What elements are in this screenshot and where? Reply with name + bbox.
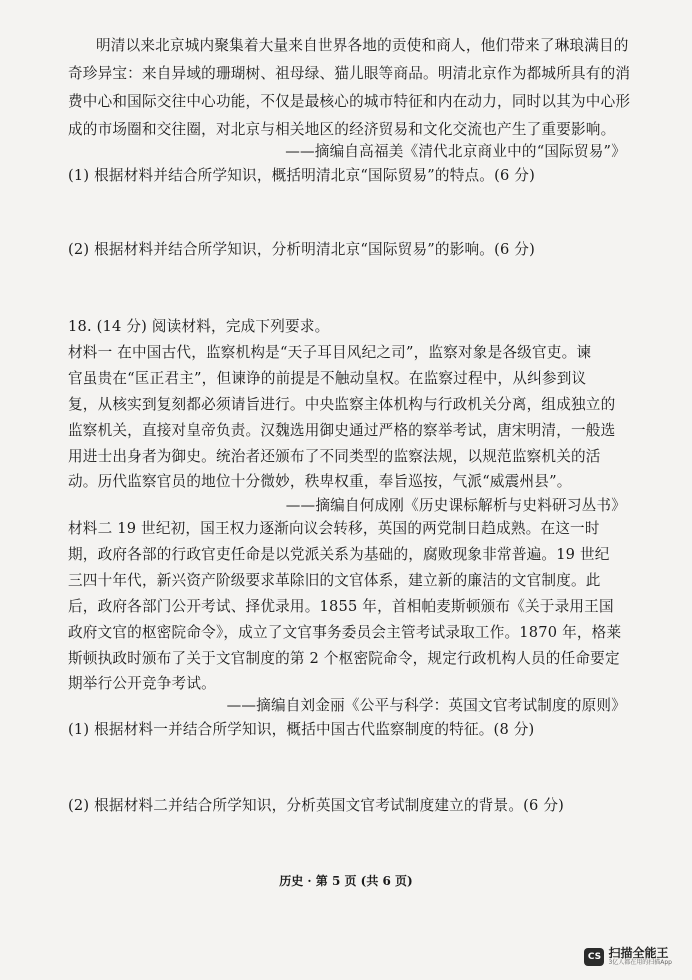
question-2: (2) 根据材料并结合所学知识，分析明清北京“国际贸易”的影响。(6 分)	[68, 241, 535, 258]
material1-line: 监察机关，直接对皇帝负责。汉魏选用御史通过严格的察举考试，唐宋明清，一般选	[68, 422, 616, 439]
material1-line: 用进士出身者为御史。统治者还颁布了不同类型的监察法规，以规范监察机关的活	[68, 448, 601, 465]
material1-source: ——摘编自何成刚《历史课标解析与史料研习丛书》	[285, 497, 626, 514]
material-source: ——摘编自高福美《清代北京商业中的“国际贸易”》	[285, 143, 626, 160]
material1-line: 材料一 在中国古代，监察机构是“天子耳目风纪之司”，监察对象是各级官吏。谏	[68, 344, 592, 361]
question-1: (1) 根据材料并结合所学知识，概括明清北京“国际贸易”的特点。(6 分)	[68, 167, 535, 184]
material-line: 费中心和国际交往中心功能，不仅是最核心的城市特征和内在动力，同时以其为中心形	[68, 93, 631, 110]
material2-line: 斯顿执政时颁布了关于文官制度的第 2 个枢密院命令，规定行政机构人员的任命要定	[68, 650, 620, 667]
camscanner-logo-icon: CS	[584, 948, 604, 966]
watermark-name: 扫描全能王	[608, 946, 669, 961]
material1-line: 复，从核实到复刻都必须请旨进行。中央监察主体机构与行政机关分离，组成独立的	[68, 396, 616, 413]
question-18-2: (2) 根据材料二并结合所学知识，分析英国文官考试制度建立的背景。(6 分)	[68, 797, 565, 814]
material2-line: 三四十年代，新兴资产阶级要求革除旧的文官体系，建立新的廉洁的文官制度。此	[68, 572, 601, 589]
scanner-watermark	[584, 947, 672, 966]
question-18-header: 18. (14 分) 阅读材料，完成下列要求。	[68, 318, 330, 335]
material2-line: 材料二 19 世纪初，国王权力逐渐向议会转移，英国的两党制日趋成熟。在这一时	[68, 520, 600, 537]
material-line: 成的市场圈和交往圈，对北京与相关地区的经济贸易和文化交流也产生了重要影响。	[68, 121, 616, 138]
material2-line: 期举行公开竞争考试。	[68, 675, 216, 692]
material-line: 明清以来北京城内聚集着大量来自世界各地的贡使和商人，他们带来了琳琅满目的	[96, 37, 629, 54]
material1-line: 官虽贵在“匡正君主”，但谏诤的前提是不触动皇权。在监察过程中，从纠参到议	[68, 370, 587, 387]
material1-line: 动。历代监察官员的地位十分微妙，秩卑权重，奉旨巡按，气派“威震州县”。	[68, 473, 572, 490]
material2-source: ——摘编自刘金丽《公平与科学：英国文官考试制度的原则》	[226, 697, 626, 714]
material-line: 奇珍异宝：来自异域的珊瑚树、祖母绿、猫儿眼等商品。明清北京作为都城所具有的消	[68, 65, 631, 82]
material2-line: 后，政府各部门公开考试、择优录用。1855 年，首相帕麦斯顿颁布《关于录用王国	[68, 598, 614, 615]
material2-line: 期，政府各部的行政官吏任命是以党派关系为基础的，腐败现象非常普遍。19 世纪	[68, 546, 610, 563]
question-18-1: (1) 根据材料一并结合所学知识，概括中国古代监察制度的特征。(8 分)	[68, 721, 535, 738]
watermark-subtitle: 3亿人都在用的扫描App	[608, 958, 672, 966]
page-footer: 历史 · 第 5 页 (共 6 页)	[279, 874, 413, 888]
material2-line: 政府文官的枢密院命令》，成立了文官事务委员会主管考试录取工作。1870 年，格莱	[68, 624, 622, 641]
